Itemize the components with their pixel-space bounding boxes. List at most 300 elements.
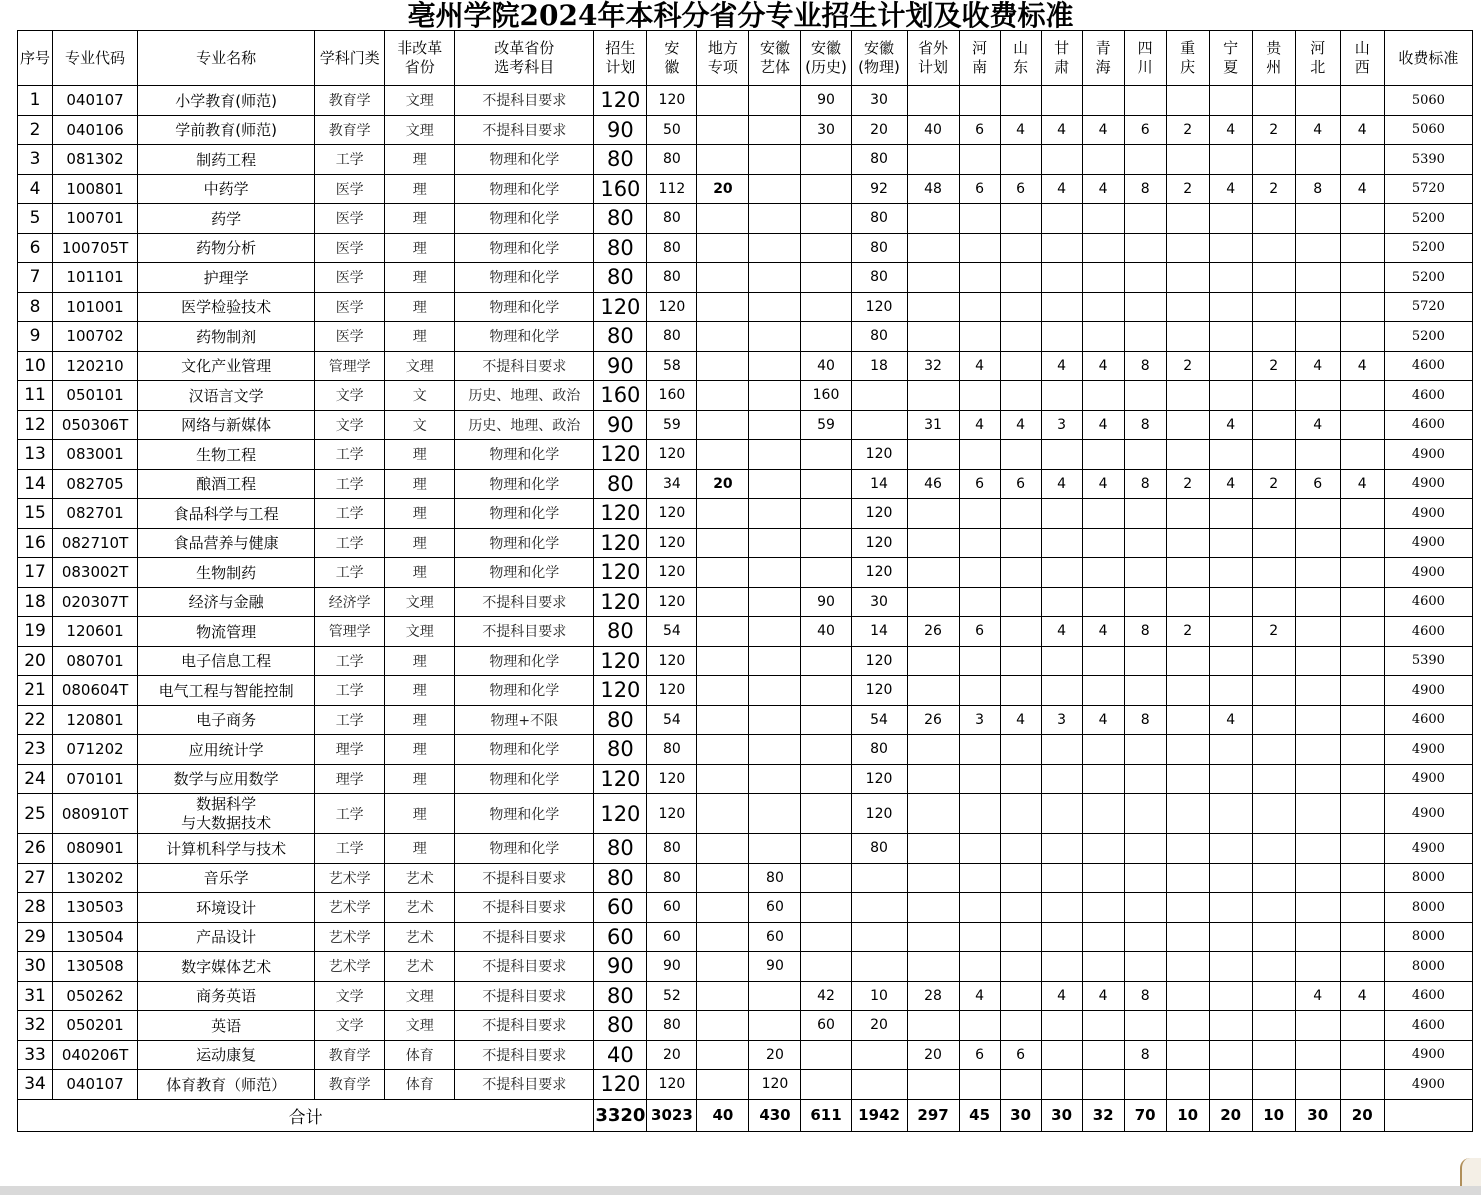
table-cell [1252, 735, 1295, 765]
table-cell: 40 [907, 115, 959, 145]
table-cell: 文学 [315, 981, 385, 1011]
table-cell [697, 764, 749, 794]
table-cell: 理 [385, 174, 455, 204]
table-cell [749, 410, 801, 440]
table-cell: 20 [18, 646, 53, 676]
table-cell: 80 [851, 145, 907, 175]
table-cell [1124, 764, 1166, 794]
table-cell [1082, 1070, 1124, 1100]
table-cell [907, 922, 959, 952]
table-cell: 80 [851, 834, 907, 864]
table-cell: 文理 [385, 351, 455, 381]
table-cell [1000, 440, 1041, 470]
table-cell [1166, 263, 1209, 293]
table-cell: 医学 [315, 204, 385, 234]
table-cell [1124, 587, 1166, 617]
table-cell [1166, 646, 1209, 676]
table-cell: 物理和化学 [455, 145, 594, 175]
table-cell: 物理和化学 [455, 322, 594, 352]
table-cell: 文学 [315, 410, 385, 440]
table-cell: 医学 [315, 292, 385, 322]
table-cell [697, 322, 749, 352]
table-cell [1082, 587, 1124, 617]
table-cell: 2 [1252, 115, 1295, 145]
column-header: 序号 [18, 31, 53, 86]
table-cell [697, 292, 749, 322]
table-cell: 理 [385, 834, 455, 864]
table-cell [1166, 204, 1209, 234]
table-cell [801, 322, 851, 352]
table-cell: 理 [385, 528, 455, 558]
table-cell: 2 [1252, 174, 1295, 204]
table-cell [749, 233, 801, 263]
table-cell: 工学 [315, 705, 385, 735]
table-cell [1252, 893, 1295, 923]
table-cell: 理 [385, 469, 455, 499]
table-cell: 4 [1082, 981, 1124, 1011]
table-cell [749, 381, 801, 411]
table-cell: 历史、地理、政治 [455, 381, 594, 411]
table-cell [697, 981, 749, 1011]
table-cell: 文 [385, 410, 455, 440]
table-cell [851, 1040, 907, 1070]
table-cell [907, 263, 959, 293]
table-cell [907, 204, 959, 234]
table-row [18, 646, 1473, 676]
table-cell: 5 [18, 204, 53, 234]
table-cell [1041, 558, 1082, 588]
table-cell: 14 [851, 617, 907, 647]
total-cell [1384, 1099, 1472, 1131]
table-cell [749, 115, 801, 145]
table-cell [1340, 322, 1384, 352]
table-cell: 120 [851, 499, 907, 529]
table-cell: 6 [959, 1040, 1000, 1070]
table-cell [801, 1040, 851, 1070]
table-cell: 100702 [53, 322, 138, 352]
table-header-row [18, 31, 1473, 86]
table-cell: 6 [1000, 174, 1041, 204]
table-cell: 130202 [53, 863, 138, 893]
table-cell: 30 [18, 952, 53, 982]
table-cell [1209, 204, 1252, 234]
table-cell: 8 [1124, 617, 1166, 647]
table-cell [1209, 292, 1252, 322]
table-cell [1041, 381, 1082, 411]
table-cell [959, 322, 1000, 352]
table-cell [1252, 558, 1295, 588]
table-cell: 120 [594, 558, 647, 588]
table-cell: 60 [749, 922, 801, 952]
table-cell: 60 [594, 922, 647, 952]
table-cell [1209, 351, 1252, 381]
table-cell [907, 893, 959, 923]
total-cell: 1942 [851, 1099, 907, 1131]
table-cell: 工学 [315, 676, 385, 706]
total-cell: 611 [801, 1099, 851, 1131]
table-cell: 040107 [53, 1070, 138, 1100]
table-cell: 文学 [315, 381, 385, 411]
table-cell: 4900 [1384, 1070, 1472, 1100]
table-cell: 29 [18, 922, 53, 952]
table-cell: 30 [851, 587, 907, 617]
table-cell: 工学 [315, 440, 385, 470]
table-cell: 工学 [315, 499, 385, 529]
column-header: 收费标准 [1384, 31, 1472, 86]
table-cell [1166, 292, 1209, 322]
table-cell [1252, 922, 1295, 952]
table-cell: 6 [959, 174, 1000, 204]
table-cell [907, 381, 959, 411]
table-cell: 2 [18, 115, 53, 145]
table-cell: 10 [851, 981, 907, 1011]
table-cell [1000, 381, 1041, 411]
table-row [18, 115, 1473, 145]
table-cell: 59 [647, 410, 697, 440]
table-cell [1082, 381, 1124, 411]
table-cell [959, 292, 1000, 322]
table-cell [907, 558, 959, 588]
table-cell: 120 [647, 587, 697, 617]
table-cell [1082, 322, 1124, 352]
table-cell: 药物制剂 [138, 322, 315, 352]
table-cell: 80 [594, 322, 647, 352]
table-cell: 音乐学 [138, 863, 315, 893]
table-cell: 30 [801, 115, 851, 145]
table-cell: 28 [907, 981, 959, 1011]
table-row [18, 469, 1473, 499]
table-cell [907, 863, 959, 893]
table-cell [1124, 646, 1166, 676]
table-cell [1209, 558, 1252, 588]
table-cell: 网络与新媒体 [138, 410, 315, 440]
column-header: 学科门类 [315, 31, 385, 86]
table-cell [1041, 263, 1082, 293]
table-row [18, 145, 1473, 175]
table-cell [801, 292, 851, 322]
table-cell [907, 292, 959, 322]
table-cell [1166, 145, 1209, 175]
table-cell: 80 [594, 617, 647, 647]
table-cell [959, 1011, 1000, 1041]
table-cell: 8 [1295, 174, 1340, 204]
table-cell: 艺术学 [315, 922, 385, 952]
table-cell [959, 263, 1000, 293]
table-cell [907, 1070, 959, 1100]
total-label: 合计 [18, 1099, 594, 1131]
total-cell: 10 [1252, 1099, 1295, 1131]
table-row [18, 1070, 1473, 1100]
table-cell: 不提科目要求 [455, 893, 594, 923]
table-cell [1000, 863, 1041, 893]
table-cell: 不提科目要求 [455, 981, 594, 1011]
table-cell [1209, 922, 1252, 952]
table-cell: 54 [851, 705, 907, 735]
table-cell: 文理 [385, 115, 455, 145]
table-cell: 120 [594, 86, 647, 116]
table-cell [1082, 952, 1124, 982]
table-cell [1000, 145, 1041, 175]
table-cell [1166, 499, 1209, 529]
table-cell: 电子商务 [138, 705, 315, 735]
enrollment-plan-table [17, 30, 1473, 1132]
table-cell: 082710T [53, 528, 138, 558]
table-cell [1340, 863, 1384, 893]
total-cell: 430 [749, 1099, 801, 1131]
table-cell [959, 233, 1000, 263]
table-cell: 80 [647, 834, 697, 864]
table-cell: 4600 [1384, 410, 1472, 440]
table-cell: 产品设计 [138, 922, 315, 952]
table-cell [801, 646, 851, 676]
table-cell: 160 [594, 381, 647, 411]
table-cell: 26 [907, 617, 959, 647]
table-cell: 理 [385, 499, 455, 529]
table-cell [1209, 86, 1252, 116]
table-cell: 4 [18, 174, 53, 204]
table-cell: 8000 [1384, 893, 1472, 923]
table-cell: 59 [801, 410, 851, 440]
table-cell [1166, 381, 1209, 411]
table-cell [1166, 558, 1209, 588]
table-cell: 80 [594, 735, 647, 765]
table-cell: 理学 [315, 764, 385, 794]
table-cell: 120801 [53, 705, 138, 735]
table-cell: 20 [749, 1040, 801, 1070]
table-cell: 050101 [53, 381, 138, 411]
table-row [18, 351, 1473, 381]
table-cell: 4 [1340, 981, 1384, 1011]
table-cell [959, 794, 1000, 834]
table-cell [1124, 863, 1166, 893]
table-cell [1209, 893, 1252, 923]
table-cell [1340, 292, 1384, 322]
table-cell [1340, 952, 1384, 982]
table-cell: 不提科目要求 [455, 952, 594, 982]
table-cell [801, 145, 851, 175]
table-cell [1295, 381, 1340, 411]
table-row [18, 499, 1473, 529]
table-cell: 100701 [53, 204, 138, 234]
table-cell [1041, 794, 1082, 834]
table-cell [1082, 834, 1124, 864]
table-cell: 4 [1295, 410, 1340, 440]
table-cell: 4600 [1384, 981, 1472, 1011]
total-cell: 3320 [594, 1099, 647, 1131]
table-cell: 学前教育(师范) [138, 115, 315, 145]
table-cell [1041, 952, 1082, 982]
table-cell [1340, 834, 1384, 864]
page-footer-bar [0, 1186, 1481, 1195]
table-cell: 4 [1295, 981, 1340, 1011]
table-cell: 电子信息工程 [138, 646, 315, 676]
table-cell: 8 [1124, 351, 1166, 381]
table-cell [1166, 893, 1209, 923]
table-cell [697, 499, 749, 529]
table-cell [697, 528, 749, 558]
table-cell [1252, 764, 1295, 794]
table-cell: 120 [851, 528, 907, 558]
table-cell: 46 [907, 469, 959, 499]
table-cell [697, 617, 749, 647]
table-cell [1000, 617, 1041, 647]
table-cell: 3 [1041, 410, 1082, 440]
table-cell [1082, 233, 1124, 263]
table-cell: 20 [697, 469, 749, 499]
table-cell: 不提科目要求 [455, 115, 594, 145]
table-cell: 5200 [1384, 263, 1472, 293]
table-cell: 物理和化学 [455, 735, 594, 765]
table-cell: 4 [1295, 115, 1340, 145]
table-cell [1082, 558, 1124, 588]
table-cell: 21 [18, 676, 53, 706]
table-cell: 4 [1082, 351, 1124, 381]
table-cell: 80 [851, 263, 907, 293]
table-cell [697, 115, 749, 145]
table-cell: 4 [1000, 410, 1041, 440]
table-cell [1295, 952, 1340, 982]
table-row [18, 528, 1473, 558]
table-cell [1124, 952, 1166, 982]
table-cell: 4600 [1384, 617, 1472, 647]
column-header: 专业代码 [53, 31, 138, 86]
table-cell [1041, 1011, 1082, 1041]
table-cell [801, 558, 851, 588]
table-cell [1295, 587, 1340, 617]
table-cell [907, 233, 959, 263]
table-cell: 5060 [1384, 115, 1472, 145]
table-cell [1041, 292, 1082, 322]
table-cell: 5390 [1384, 646, 1472, 676]
table-cell [1295, 499, 1340, 529]
table-row [18, 86, 1473, 116]
table-cell: 23 [18, 735, 53, 765]
table-cell [1166, 922, 1209, 952]
table-cell: 081302 [53, 145, 138, 175]
table-cell [801, 174, 851, 204]
table-cell [1124, 893, 1166, 923]
table-cell: 艺术学 [315, 893, 385, 923]
table-cell: 8 [1124, 981, 1166, 1011]
column-header: 宁 夏 [1209, 31, 1252, 86]
table-cell [1124, 204, 1166, 234]
table-cell: 4 [1295, 351, 1340, 381]
table-cell: 120 [594, 764, 647, 794]
table-cell [697, 952, 749, 982]
table-cell: 040206T [53, 1040, 138, 1070]
table-cell [1000, 263, 1041, 293]
table-cell: 物理和化学 [455, 292, 594, 322]
table-cell: 80 [851, 233, 907, 263]
table-cell: 80 [594, 204, 647, 234]
column-header: 安 徽 [647, 31, 697, 86]
table-cell [1252, 528, 1295, 558]
table-cell: 艺术学 [315, 863, 385, 893]
table-cell [1082, 764, 1124, 794]
table-cell [1000, 922, 1041, 952]
table-cell [907, 528, 959, 558]
table-cell [1041, 1040, 1082, 1070]
table-cell: 物理和化学 [455, 233, 594, 263]
table-cell: 130503 [53, 893, 138, 923]
table-cell [1252, 587, 1295, 617]
table-cell [749, 676, 801, 706]
table-cell: 理学 [315, 735, 385, 765]
table-cell: 食品营养与健康 [138, 528, 315, 558]
total-cell: 45 [959, 1099, 1000, 1131]
table-cell [1000, 893, 1041, 923]
table-cell: 4 [1041, 351, 1082, 381]
table-cell: 酿酒工程 [138, 469, 315, 499]
table-cell: 物流管理 [138, 617, 315, 647]
table-cell: 护理学 [138, 263, 315, 293]
table-cell [1082, 863, 1124, 893]
table-cell [749, 86, 801, 116]
table-cell [1000, 764, 1041, 794]
table-cell: 运动康复 [138, 1040, 315, 1070]
total-cell: 3023 [647, 1099, 697, 1131]
table-cell [697, 893, 749, 923]
column-header: 非改革 省份 [385, 31, 455, 86]
table-cell: 8000 [1384, 952, 1472, 982]
table-cell [749, 292, 801, 322]
table-cell: 130508 [53, 952, 138, 982]
table-cell [801, 952, 851, 982]
table-cell: 80 [594, 233, 647, 263]
table-cell: 8000 [1384, 863, 1472, 893]
table-cell: 文 [385, 381, 455, 411]
table-cell [1166, 794, 1209, 834]
table-cell: 4 [1209, 705, 1252, 735]
table-cell [1209, 952, 1252, 982]
table-cell: 6 [959, 115, 1000, 145]
table-cell [1340, 1070, 1384, 1100]
table-cell: 31 [18, 981, 53, 1011]
table-cell: 理 [385, 322, 455, 352]
table-cell: 120 [851, 440, 907, 470]
table-cell [749, 587, 801, 617]
table-cell: 4 [1041, 617, 1082, 647]
table-cell: 120 [647, 1070, 697, 1100]
table-cell: 理 [385, 794, 455, 834]
column-header: 改革省份 选考科目 [455, 31, 594, 86]
table-cell [1209, 322, 1252, 352]
table-cell [1252, 1040, 1295, 1070]
table-cell [959, 558, 1000, 588]
table-cell [851, 1070, 907, 1100]
table-cell [697, 204, 749, 234]
table-cell: 2 [1252, 617, 1295, 647]
table-row [18, 705, 1473, 735]
table-cell: 文理 [385, 981, 455, 1011]
table-row [18, 292, 1473, 322]
table-cell [749, 440, 801, 470]
table-cell: 54 [647, 705, 697, 735]
table-cell: 不提科目要求 [455, 351, 594, 381]
table-cell [697, 834, 749, 864]
table-cell: 80 [749, 863, 801, 893]
table-cell [697, 1070, 749, 1100]
table-cell: 24 [18, 764, 53, 794]
table-cell: 艺术学 [315, 952, 385, 982]
table-cell [1082, 292, 1124, 322]
table-cell [851, 863, 907, 893]
table-row [18, 834, 1473, 864]
table-cell: 6 [18, 233, 53, 263]
table-cell: 2 [1166, 469, 1209, 499]
table-cell [1000, 292, 1041, 322]
table-cell [1252, 1011, 1295, 1041]
